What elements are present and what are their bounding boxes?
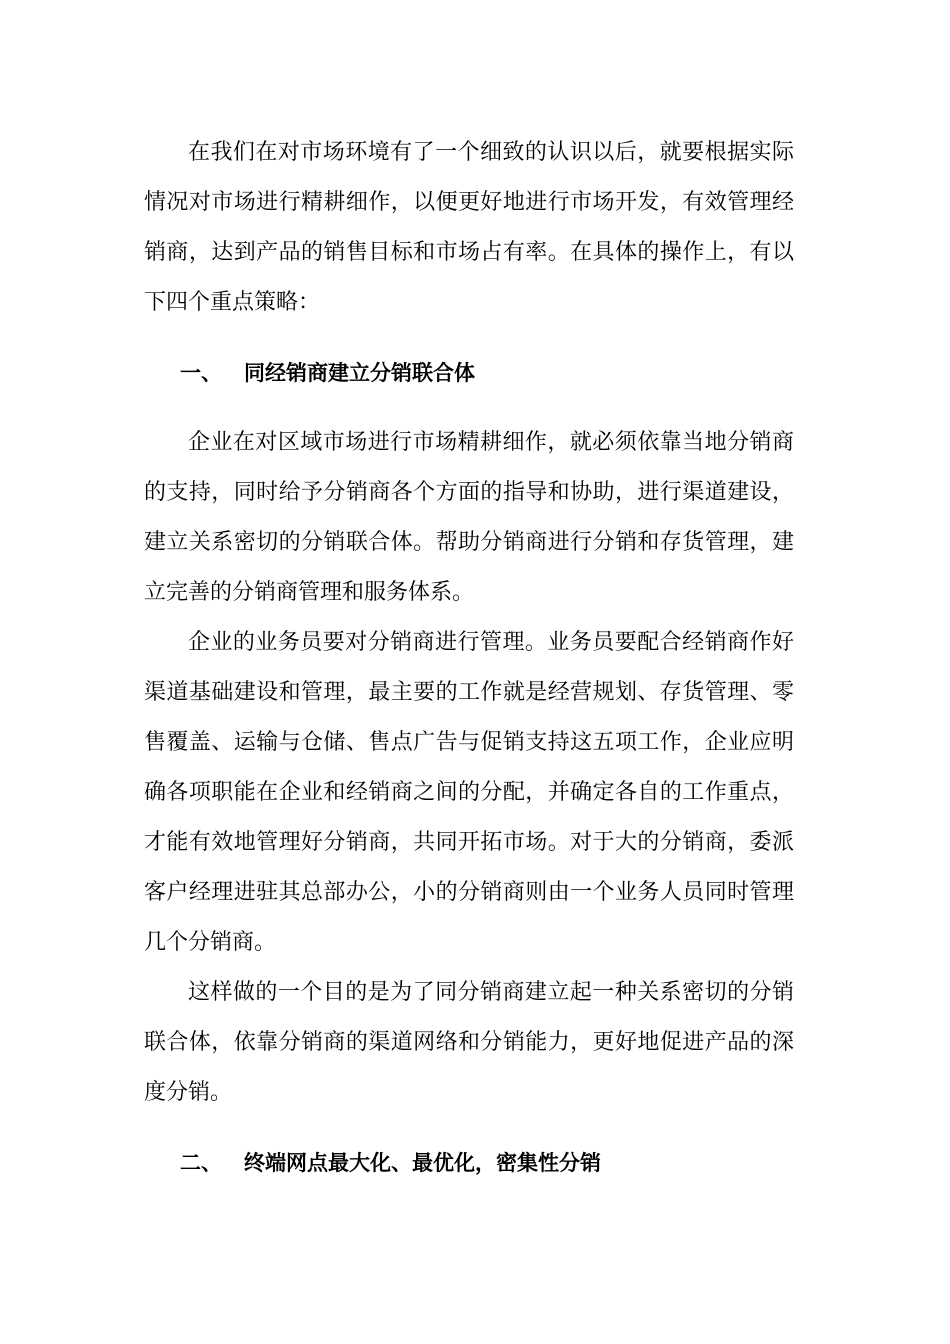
section-1-heading bbox=[144, 348, 794, 398]
section-1-number: 一、 bbox=[180, 361, 222, 385]
section-1-paragraph-1: 企业在对区域市场进行市场精耕细作，就必须依靠当地分销商的支持，同时给予分销商各个方面的指导和协助，进行渠道建设，建立关系密切的分销联合体。帮助分销商进行分销和存货管理，建立完善的分销商管理和服务体系。 bbox=[144, 430, 794, 605]
section-1-title: 同经销商建立分销联合体 bbox=[244, 361, 475, 385]
section-2-title: 终端网点最大化、最优化，密集性分销 bbox=[244, 1151, 601, 1175]
intro-paragraph: 在我们在对市场环境有了一个细致的认识以后，就要根据实际情况对市场进行精耕细作，以便更好地进行市场开发，有效管理经销商，达到产品的销售目标和市场占有率。在具体的操作上，有以下四个重点策略： bbox=[144, 140, 794, 315]
document-body bbox=[144, 128, 794, 1188]
section-1-paragraph-3: 这样做的一个目的是为了同分销商建立起一种关系密切的分销联合体，依靠分销商的渠道网络和分销能力，更好地促进产品的深度分销。 bbox=[144, 980, 794, 1105]
section-2-heading bbox=[144, 1138, 794, 1188]
section-2-number: 二、 bbox=[180, 1151, 222, 1175]
section-1-paragraph-2: 企业的业务员要对分销商进行管理。业务员要配合经销商作好渠道基础建设和管理，最主要的工作就是经营规划、存货管理、零售覆盖、运输与仓储、售点广告与促销支持这五项工作，企业应明确各项职能在企业和经销商之间的分配，并确定各自的工作重点，才能有效地管理好分销商，共同开拓市场。对于大的分销商，委派客户经理进驻其总部办公，小的分销商则由一个业务人员同时管理几个分销商。 bbox=[144, 630, 794, 955]
